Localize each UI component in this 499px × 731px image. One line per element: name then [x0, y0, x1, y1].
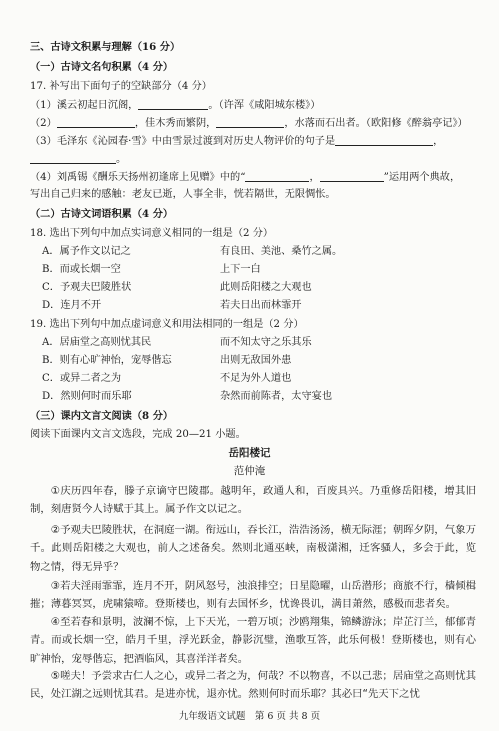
q18-option-c-right: 此则岳阳楼之大观也	[220, 282, 312, 293]
q18-option-c-left: C．予观夫巴陵胜状	[42, 282, 132, 293]
answer-blank[interactable]	[30, 152, 116, 164]
q17-line4-cont: 写出自己归来的感触：老友已逝，人事全非，恍若隔世，无限惆怅。	[30, 189, 336, 200]
section-heading: 三、古诗文积累与理解（16 分）	[30, 41, 181, 53]
q18-option-d-right: 若夫日出而林霏开	[220, 300, 302, 311]
q17-stem: 17. 补写出下面句子的空缺部分（4 分）	[30, 81, 212, 92]
q18-option-a-left: A．属予作文以记之	[42, 246, 131, 257]
q17-line4: （4）刘禹锡《酬乐天扬州初逢席上见赠》中的“ ， ”运用两个典故，	[30, 172, 461, 183]
passage-paragraph-2: ②予观夫巴陵胜状，在洞庭一湖。衔远山，吞长江，浩浩汤汤，横无际涯；朝晖夕阴，气象万千。此则岳阳楼之大观也，前人之述备矣。然则北通巫峡，南极潇湘，迁客骚人，多会于此，览物之情，得无异乎？	[30, 524, 476, 573]
q18-option-b-left: B．而或长烟一空	[42, 264, 121, 275]
answer-blank[interactable]	[57, 116, 135, 128]
page-footer: 九年级语文试题 第 6 页 共 8 页	[178, 711, 321, 722]
passage-paragraph-4: ④至若春和景明，波澜不惊，上下天光，一碧万顷；沙鸥翔集，锦鳞游泳；岸芷汀兰，郁郁青青。而或长烟一空，皓月千里，浮光跃金，静影沉璧，渔歌互答，此乐何极！登斯楼也，则有心旷神怡，宠辱偕忘，把酒临风，其喜洋洋者矣。	[30, 616, 476, 665]
q19-option-a-left: A．居庙堂之高则忧其民	[42, 337, 152, 348]
q19-option-c-left: C．或异二者之为	[42, 373, 122, 384]
part2-heading: （二）古诗文词语积累（4 分）	[30, 208, 174, 220]
q19-option-d-right: 杂然而前陈者，太守宴也	[220, 391, 333, 402]
part1-heading: （一）古诗文名句积累（4 分）	[30, 61, 174, 73]
q19-option-a-right: 而不知太守之乐其乐	[220, 337, 312, 348]
passage-author: 范仲淹	[233, 465, 266, 477]
q17-line3: （3）毛泽东《沁园春·雪》中由雪景过渡到对历史人物评价的句子是 ，	[30, 136, 444, 147]
part3-heading: （三）课内文言文阅读（8 分）	[30, 410, 174, 422]
reading-intro: 阅读下面课内文言文选段，完成 20—21 小题。	[30, 429, 246, 440]
q19-option-d-left: D．然则何时而乐耶	[42, 391, 132, 402]
answer-blank[interactable]	[138, 98, 208, 110]
answer-blank[interactable]	[320, 170, 384, 182]
answer-blank[interactable]	[245, 170, 309, 182]
q17-line1: （1）溪云初起日沉阁， 。（许浑《咸阳城东楼》）	[30, 100, 321, 111]
passage-paragraph-5: ⑤嗟夫！予尝求古仁人之心，或异二者之为，何哉？不以物喜，不以己悲；居庙堂之高则忧其民，处江湖之远则忧其君。是进亦忧，退亦忧。然则何时而乐耶？其必曰“先天下之忧	[30, 670, 476, 701]
answer-blank[interactable]	[216, 116, 284, 128]
q18-option-d-left: D．连月不开	[42, 300, 102, 311]
answer-blank[interactable]	[335, 134, 433, 146]
q19-option-b-right: 出则无敌国外患	[220, 355, 292, 366]
passage-paragraph-3: ③若夫淫雨霏霏，连月不开，阴风怒号，浊浪排空；日星隐曜，山岳潜形；商旅不行，樯倾楫摧；薄暮冥冥，虎啸猿啼。登斯楼也，则有去国怀乡，忧谗畏讥，满目萧然，感极而悲者矣。	[30, 580, 476, 611]
q17-line3-cont: 。	[30, 152, 476, 167]
passage-title: 岳阳楼记	[228, 447, 271, 459]
passage-paragraph-1: ①庆历四年春，滕子京谪守巴陵郡。越明年，政通人和，百废具兴。乃重修岳阳楼，增其旧制，刻唐贤今人诗赋于其上。属予作文以记之。	[30, 485, 476, 516]
q17-line2: （2） ，佳木秀而繁阴， ，水落而石出者。（欧阳修《醉翁亭记》）	[30, 118, 468, 129]
q18-stem: 18. 选出下列句中加点实词意义相同的一组是（2 分）	[30, 228, 274, 239]
q18-option-a-right: 有良田、美池、桑竹之属。	[220, 246, 343, 257]
q19-stem: 19. 选出下列句中加点虚词意义和用法相同的一组是（2 分）	[30, 319, 304, 330]
q18-option-b-right: 上下一白	[220, 264, 261, 275]
q19-option-c-right: 不足为外人道也	[220, 373, 292, 384]
q19-option-b-left: B．则有心旷神怡，宠辱偕忘	[42, 355, 172, 366]
